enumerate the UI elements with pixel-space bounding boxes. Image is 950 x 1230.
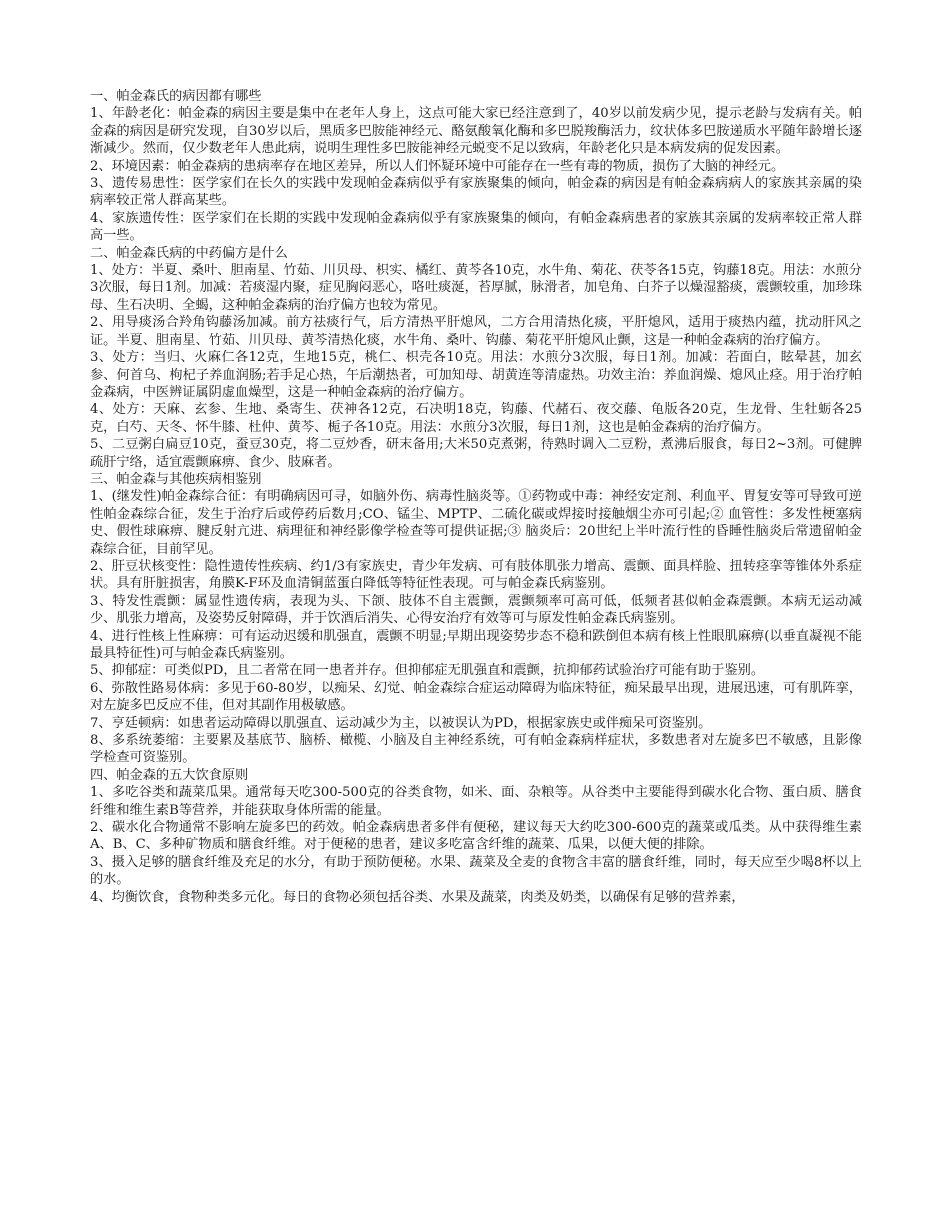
section-heading-remedies: 二、帕金森氏病的中药偏方是什么	[90, 245, 288, 261]
paragraph: 8、多系统萎缩：主要累及基底节、脑桥、橄榄、小脑及自主神经系统，可有帕金森病样症状，多数患者对左旋多巴不敏感，且影像学检查可资鉴别。	[90, 733, 862, 766]
paragraph: 4、处方：天麻、玄参、生地、桑寄生、茯神各12克，石决明18克，钩藤、代赭石、夜交藤、龟版各20克，生龙骨、生牡蛎各25克，白芍、天冬、怀牛膝、杜仲、黄芩、栀子各10克。用法：水煎分3次服，每日1剂，这也是帕金森病的治疗偏方。	[90, 402, 862, 435]
section-heading-diet: 四、帕金森的五大饮食原则	[90, 767, 249, 783]
paragraph: 4、均衡饮食，食物种类多元化。每日的食物必须包括谷类、水果及蔬菜，肉类及奶类，以确保有足够的营养素，	[90, 889, 745, 905]
paragraph: 2、环境因素：帕金森病的患病率存在地区差异，所以人们怀疑环境中可能存在一些有毒的物质，损伤了大脑的神经元。	[90, 158, 785, 174]
document-body	[90, 88, 862, 906]
paragraph: 1、年龄老化：帕金森的病因主要是集中在老年人身上，这点可能大家已经注意到了，40岁以前发病少见，提示老龄与发病有关。帕金森的病因是研究发现，自30岁以后，黑质多巴胺能神经元、酪氨酸氧化酶和多巴脱羧酶活力，纹状体多巴胺递质水平随年龄增长逐渐减少。然而，仅少数老年人患此病，说明生理性多巴胺能神经元蜕变不足以致病，年龄老化只是本病发病的促发因素。	[90, 106, 862, 157]
paragraph: 4、进行性核上性麻痹：可有运动迟缓和肌强直，震颤不明显;早期出现姿势步态不稳和跌倒但本病有核上性眼肌麻痹(以垂直凝视不能最具特征性)可与帕金森氏病鉴别。	[90, 628, 862, 661]
paragraph: 2、肝豆状核变性：隐性遗传性疾病、约1/3有家族史，青少年发病、可有肢体肌张力增高、震颤、面具样脸、扭转痉挛等锥体外系症状。具有肝脏损害，角膜K-F环及血清铜蓝蛋白降低等特征性表现。可与帕金森氏病鉴别。	[90, 558, 862, 592]
paragraph: 2、碳水化合物通常不影响左旋多巴的药效。帕金森病患者多伴有便秘，建议每天大约吃300-600克的蔬菜或瓜类。从中获得维生素A、B、C、多种矿物质和膳食纤维。对于便秘的患者，建议多吃富含纤维的蔬菜、瓜果，以便大便的排除。	[90, 820, 862, 853]
paragraph: 3、特发性震颤：属显性遗传病，表现为头、下颌、肢体不自主震颤，震颤频率可高可低，低频者甚似帕金森震颤。本病无运动减少、肌张力增高，及姿势反射障碍，并于饮酒后消失、心得安治疗有效等可与原发性帕金森氏病鉴别。	[90, 593, 862, 627]
section-heading-causes: 一、帕金森氏的病因都有哪些	[90, 89, 262, 104]
section-heading-differential: 三、帕金森与其他疾病相鉴别	[90, 471, 262, 487]
paragraph: 3、摄入足够的膳食纤维及充足的水分，有助于预防便秘。水果、蔬菜及全麦的食物含丰富的膳食纤维，同时，每天应至少喝8杯以上的水。	[90, 854, 862, 888]
paragraph: 3、遗传易患性：医学家们在长久的实践中发现帕金森病似乎有家族聚集的倾向，帕金森的病因是有帕金森病病人的家族其亲属的染病率较正常人群高某些。	[90, 176, 862, 209]
paragraph: 5、二豆粥白扁豆10克，蚕豆30克，将二豆炒香，研末备用;大米50克煮粥，待熟时调入二豆粉，煮沸后服食，每日2~3剂。可健脾疏肝宁络，适宜震颤麻痹、食少、肢麻者。	[90, 437, 862, 470]
paragraph: 1、(继发性)帕金森综合征：有明确病因可寻，如脑外伤、病毒性脑炎等。①药物或中毒：神经安定剂、利血平、胃复安等可导致可逆性帕金森综合征，发生于治疗后或停药后数月;CO、锰尘、MPTP、二硫化碳或焊接时接触烟尘亦可引起;② 血管性：多发性梗塞病史、假性球麻痹、腱反射亢进、病理征和神经影像学检查等可提供证据;③ 脑炎后：20世纪上半叶流行性的昏睡性脑炎后常遗留帕金森综合征，目前罕见。	[90, 489, 862, 557]
paragraph: 1、处方：半夏、桑叶、胆南星、竹茹、川贝母、枳实、橘红、黄芩各10克，水牛角、菊花、茯苓各15克，钩藤18克。用法：水煎分3次服，每日1剂。加减：若痰湿内聚，症见胸闷恶心，咯吐痰涎，苔厚腻，脉滑者，加皂角、白芥子以燥湿豁痰，震颤较重，加珍珠母、生石决明、全蝎，这种帕金森病的治疗偏方也较为常见。	[90, 263, 862, 313]
paragraph: 7、亨廷顿病：如患者运动障碍以肌强直、运动减少为主，以被误认为PD，根据家族史或伴痴呆可资鉴别。	[90, 715, 712, 731]
paragraph: 1、多吃谷类和蔬菜瓜果。通常每天吃300-500克的谷类食物，如米、面、杂粮等。从谷类中主要能得到碳水化合物、蛋白质、膳食纤维和维生素B等营养，并能获取身体所需的能量。	[90, 785, 862, 818]
paragraph: 6、弥散性路易体病：多见于60-80岁，以痴呆、幻觉、帕金森综合症运动障碍为临床特征，痴呆最早出现，进展迅速，可有肌阵挛，对左旋多巴反应不佳，但对其副作用极敏感。	[90, 680, 862, 714]
paragraph: 3、处方：当归、火麻仁各12克，生地15克，桃仁、枳壳各10克。用法：水煎分3次服，每日1剂。加减：若面白，眩晕甚，加玄参、何首乌、枸杞子养血润肠;若手足心热，午后潮热者，可加知母、胡黄连等清虚热。功效主治：养血润燥、熄风止痉。用于治疗帕金森病，中医辨证属阴虚血燥型，这是一种帕金森病的治疗偏方。	[90, 350, 862, 400]
paragraph: 4、家族遗传性：医学家们在长期的实践中发现帕金森病似乎有家族聚集的倾向，有帕金森病患者的家族其亲属的发病率较正常人群高一些。	[90, 210, 862, 244]
paragraph: 2、用导痰汤合羚角钩藤汤加减。前方祛痰行气，后方清热平肝熄风，二方合用清热化痰，平肝熄风，适用于痰热内蕴，扰动肝风之证。半夏、胆南星、竹茹、川贝母、黄芩清热化痰，水牛角、桑叶、钩藤、菊花平肝熄风止颤，这是一种帕金森病的治疗偏方。	[90, 315, 862, 348]
paragraph: 5、抑郁症：可类似PD，且二者常在同一患者并存。但抑郁症无肌强直和震颤，抗抑郁药试验治疗可能有助于鉴别。	[90, 663, 765, 679]
